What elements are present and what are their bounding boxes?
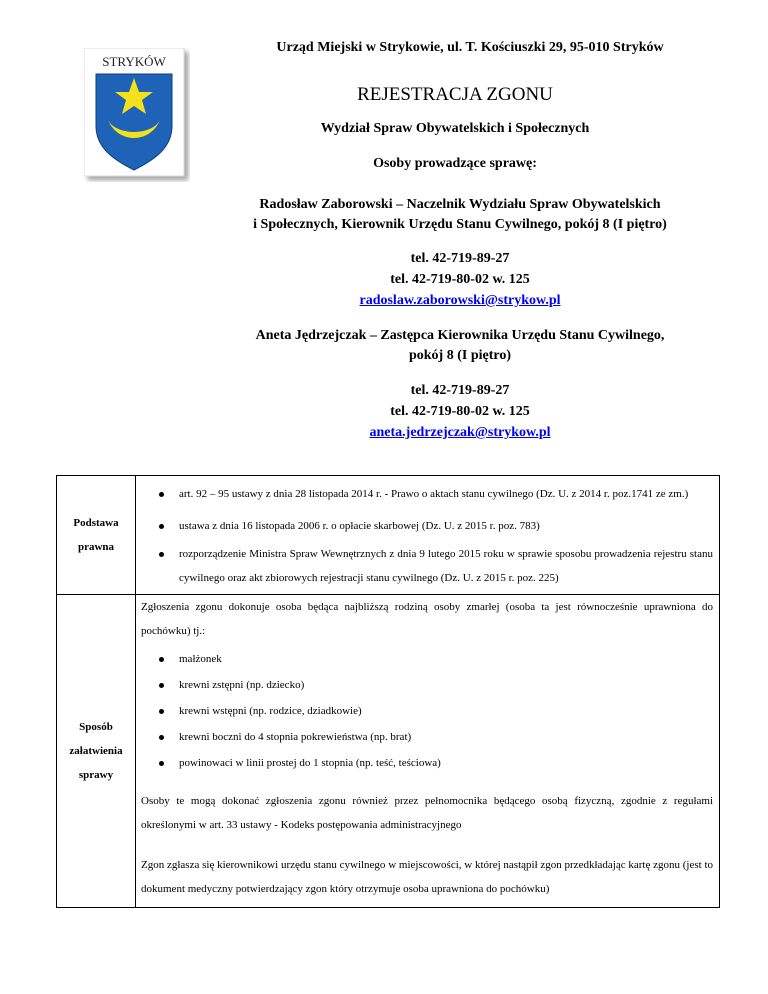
info-table [56, 475, 720, 908]
legal-basis-label: Podstawa prawna [57, 476, 136, 595]
person-2-line1: Aneta Jędrzejczak – Zastępca Kierownika Urzędu Stanu Cywilnego, [255, 328, 665, 343]
person-1-role [150, 195, 768, 235]
coat-of-arms [84, 48, 190, 182]
procedure-para2: Osoby te mogą dokonać zgłoszenia zgonu również przez pełnomocnika będącego osobą fizyczną, zgodnie z regułami określonymi w art. 33 ustawy - Kodeks postępowania administracyjnego [141, 795, 713, 831]
person-2-contact [150, 380, 768, 443]
list-item: ustawa z dnia 16 listopada 2006 r. o opłacie skarbowej (Dz. U. z 2015 r. poz. 783) [141, 514, 713, 538]
department-name: Wydział Spraw Obywatelskich i Społecznych [320, 121, 590, 136]
procedure-content [136, 595, 720, 908]
table-row-legal-basis [57, 476, 720, 595]
procedure-label: Sposób załatwienia sprawy [57, 595, 136, 908]
legal-basis-content [136, 476, 720, 595]
person-2-line2: pokój 8 (I piętro) [408, 348, 512, 363]
procedure-para3: Zgon zgłasza się kierownikowi urzędu stanu cywilnego w miejscowości, w której nastąpił zgon przedkładając kartę zgonu (jest to dokument medyczny potwierdzający zgon który otrzymuje osoba uprawniona do pochówku) [141, 859, 713, 895]
list-item: rozporządzenie Ministra Spraw Wewnętrznych z dnia 9 lutego 2015 roku w sprawie sposobu prowadzenia rejestru stanu cywilnego oraz akt zbiorowych rejestracji stanu cywilnego (Dz. U. z 2015 r. poz. 225) [141, 542, 713, 590]
person-1-contact [150, 248, 768, 311]
list-item: art. 92 – 95 ustawy z dnia 28 listopada 2014 r. - Prawo o aktach stanu cywilnego (Dz. U. z 2014 r. poz.1741 ze zm.) [141, 482, 713, 506]
person-1-phone1: tel. 42-719-89-27 [410, 251, 510, 266]
page-title: REJESTRACJA ZGONU [357, 84, 553, 105]
list-item: krewni zstępni (np. dziecko) [141, 673, 713, 697]
list-item: powinowaci w linii prostej do 1 stopnia (np. teść, teściowa) [141, 751, 713, 775]
list-item: małżonek [141, 647, 713, 671]
person-1-email-link[interactable]: radoslaw.zaborowski@strykow.pl [359, 293, 561, 308]
person-1-phone2: tel. 42-719-80-02 w. 125 [390, 272, 530, 287]
person-2-phone2: tel. 42-719-80-02 w. 125 [390, 404, 530, 419]
list-item: krewni wstępni (np. rodzice, dziadkowie) [141, 699, 713, 723]
office-address: Urząd Miejski w Strykowie, ul. T. Kościuszki 29, 95-010 Stryków [276, 40, 664, 55]
procedure-intro: Zgłoszenia zgonu dokonuje osoba będąca najbliższą rodziną osoby zmarłej (osoba ta jest równocześnie uprawniona do pochówku) tj.: [141, 601, 713, 637]
person-1-line2: i Społecznych, Kierownik Urzędu Stanu Cywilnego, pokój 8 (I piętro) [253, 217, 667, 232]
person-2-phone1: tel. 42-719-89-27 [410, 383, 510, 398]
list-item: krewni boczni do 4 stopnia pokrewieństwa (np. brat) [141, 725, 713, 749]
person-2-role [150, 326, 768, 366]
person-2-email-link[interactable]: aneta.jedrzejczak@strykow.pl [369, 425, 551, 440]
table-row-procedure [57, 595, 720, 908]
person-1-line1: Radosław Zaborowski – Naczelnik Wydziału Spraw Obywatelskich [259, 197, 661, 212]
coat-of-arms-text: STRYKÓW [102, 54, 166, 69]
handlers-heading: Osoby prowadzące sprawę: [373, 156, 537, 171]
